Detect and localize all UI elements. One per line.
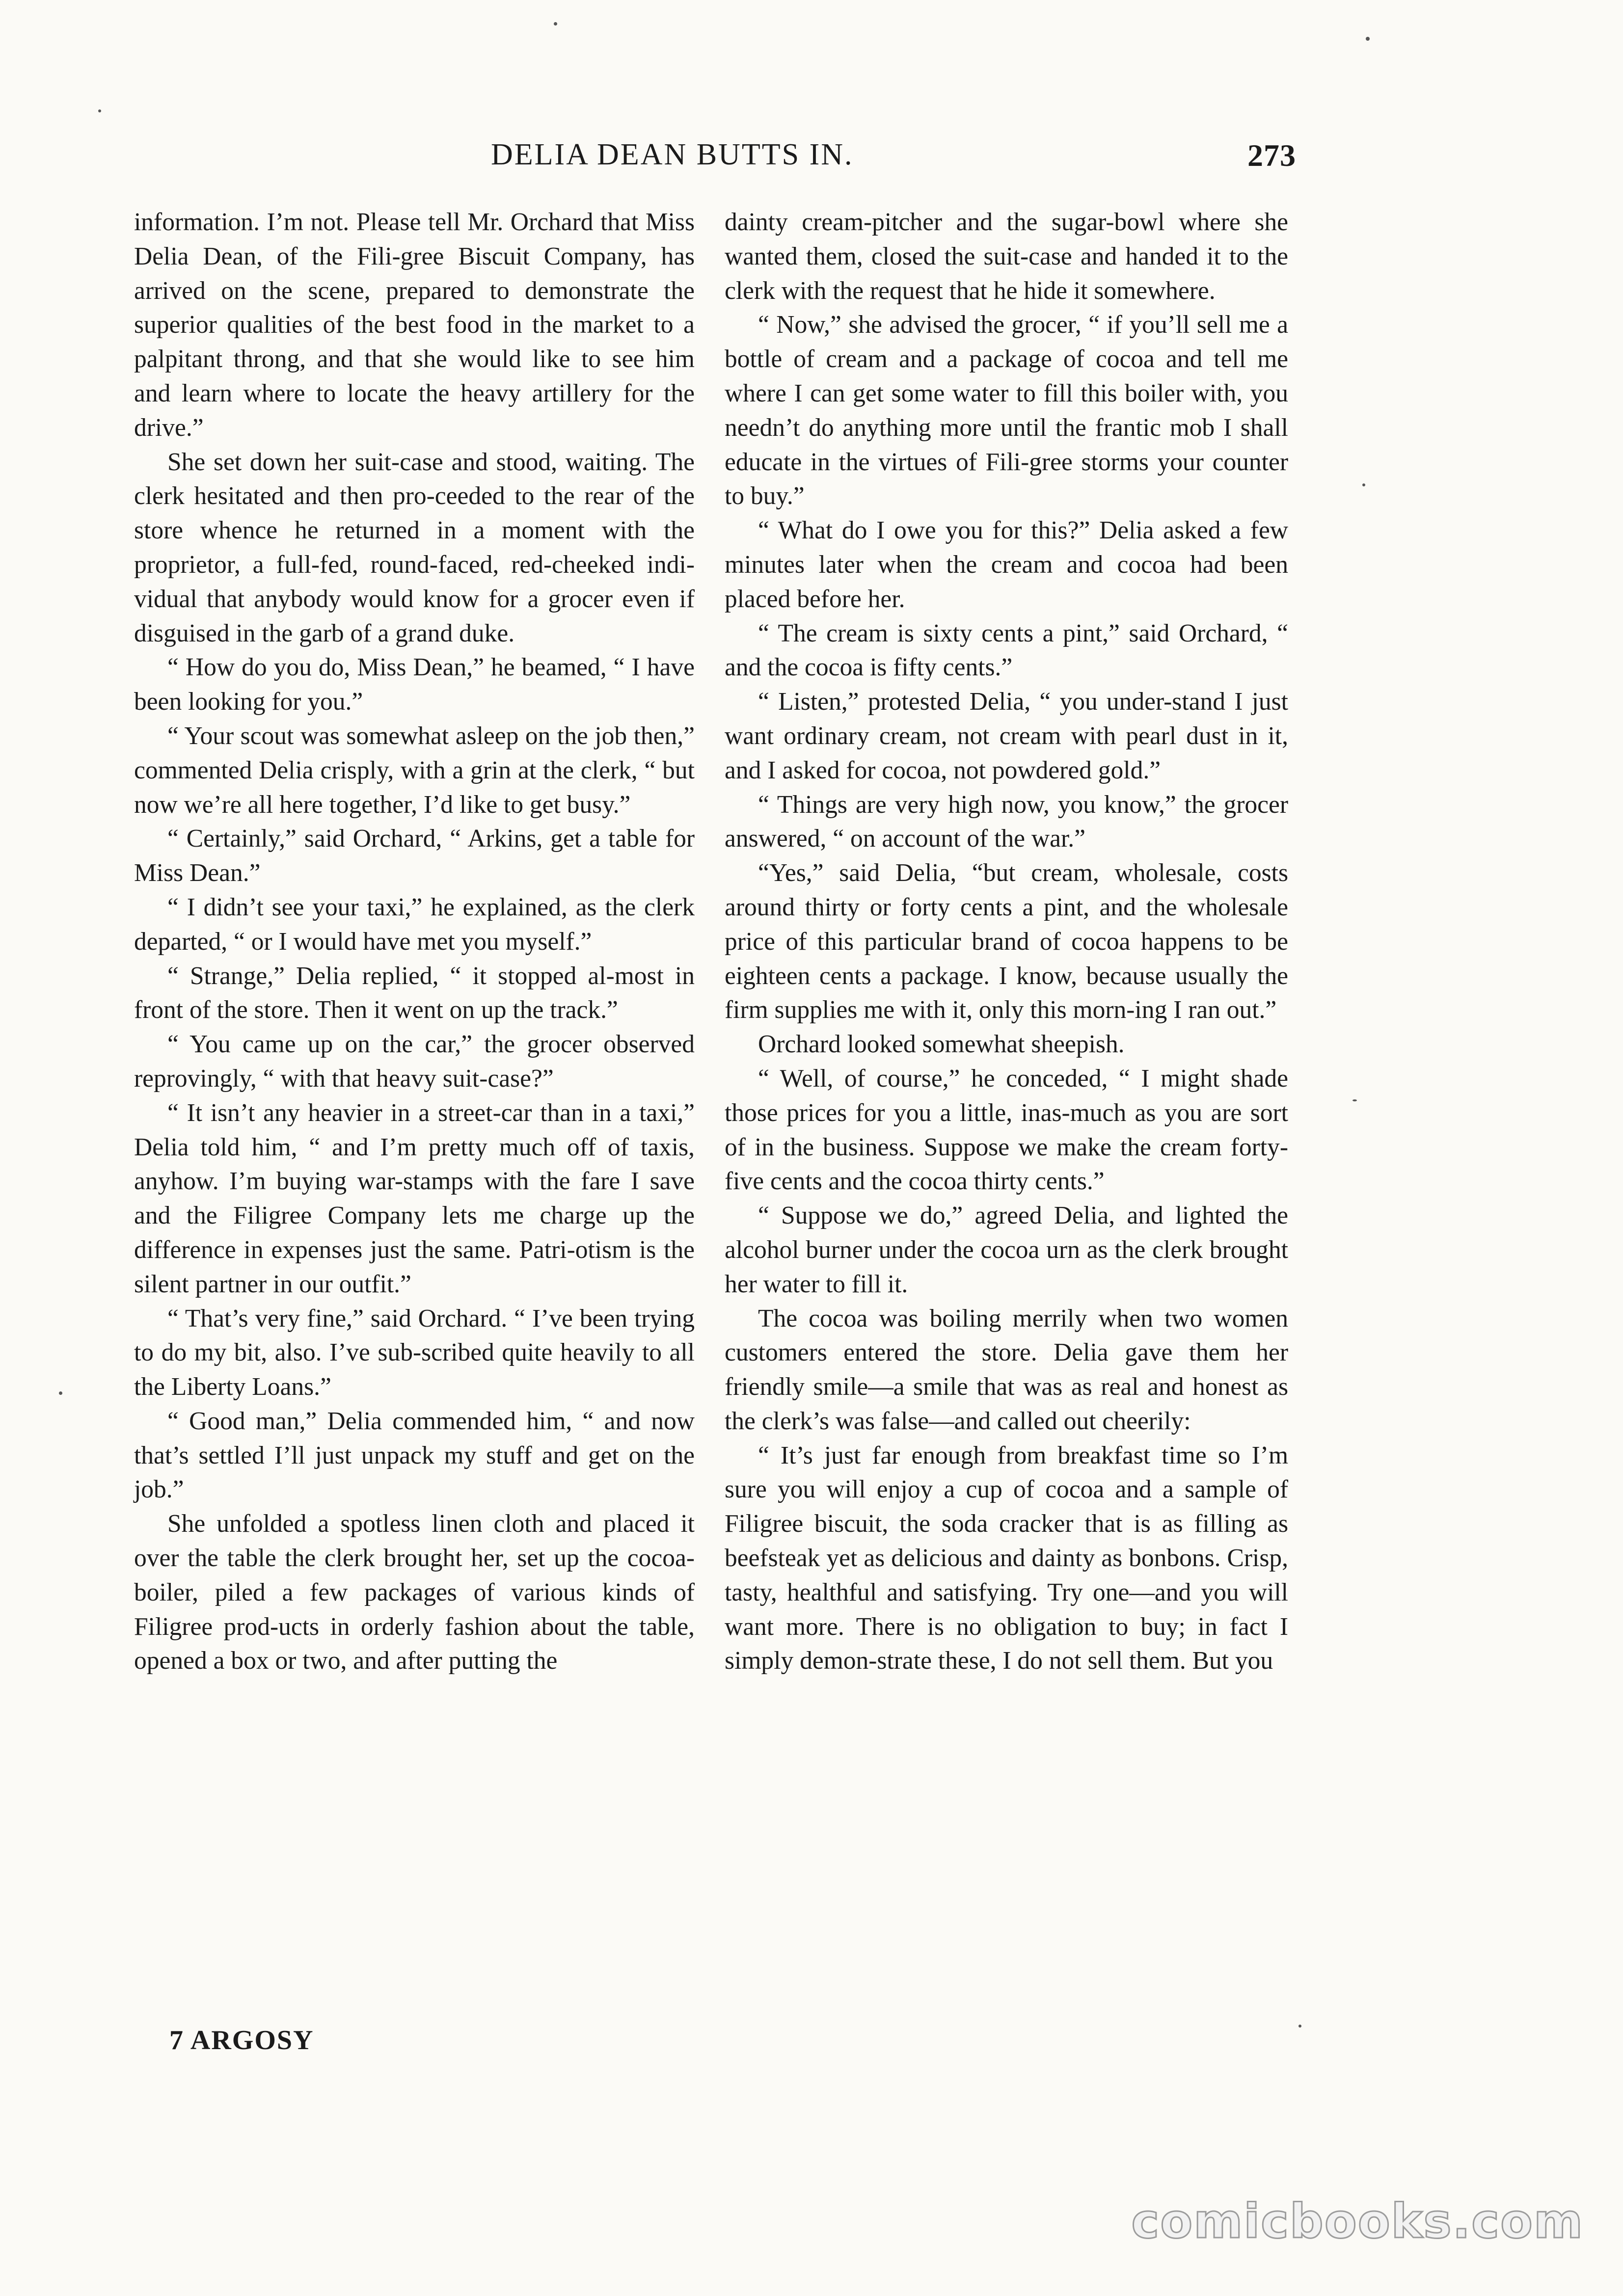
paragraph: information. I’m not. Please tell Mr. Orchard that Miss Delia Dean, of the Fili-gree Biscuit Company, has arrived on the scene, prepared to demonstrate the superior qualities of the best food in the market to a palpitant throng, and that she would like to see him and learn where to locate the heavy artillery for the drive.” <box>134 208 695 442</box>
paragraph: “Yes,” said Delia, “but cream, wholesale, costs around thirty or forty cents a pint, and the wholesale price of this particular brand of cocoa happens to be eighteen cents a package. I know, because usually the firm supplies me with it, only this morn-ing I ran out.” <box>725 859 1288 1024</box>
paragraph: “ I didn’t see your taxi,” he explained, as the clerk departed, “ or I would have met you myself.” <box>134 893 695 956</box>
watermark: comicbooks.com <box>1131 2194 1584 2249</box>
print-speck <box>98 109 101 112</box>
paragraph: “ That’s very fine,” said Orchard. “ I’ve been trying to do my bit, also. I’ve sub-scribed quite heavily to all the Liberty Loans.” <box>134 1304 695 1401</box>
paragraph: “ You came up on the car,” the grocer observed reprovingly, “ with that heavy suit-case?” <box>134 1030 695 1093</box>
paragraph: “ Things are very high now, you know,” the grocer answered, “ on account of the war.” <box>725 790 1288 853</box>
signature-mark: 7 ARGOSY <box>169 2025 314 2056</box>
paragraph: “ How do you do, Miss Dean,” he beamed, “ I have been looking for you.” <box>134 653 695 716</box>
print-speck <box>554 22 557 26</box>
paragraph: “ What do I owe you for this?” Delia asked a few minutes later when the cream and cocoa had been placed before her. <box>725 516 1288 613</box>
paragraph: “ Strange,” Delia replied, “ it stopped al-most in front of the store. Then it went on up the track.” <box>134 961 695 1024</box>
print-speck <box>59 1391 62 1395</box>
paragraph: “ Your scout was somewhat asleep on the job then,” commented Delia crisply, with a grin at the clerk, “ but now we’re all here together, I’d like to get busy.” <box>134 721 695 819</box>
paragraph: “ Now,” she advised the grocer, “ if you’ll sell me a bottle of cream and a package of cocoa and tell me where I can get some water to fill this boiler with, you needn’t do anything more until the frantic mob I shall educate in the virtues of Fili-gree storms your counter to buy.” <box>725 311 1288 510</box>
paragraph: The cocoa was boiling merrily when two women customers entered the store. Delia gave them her friendly smile—a smile that was as real and honest as the clerk’s was false—and called out cheerily: <box>725 1304 1288 1435</box>
paragraph: “ Listen,” protested Delia, “ you under-stand I just want ordinary cream, not cream with pearl dust in it, and I asked for cocoa, not powdered gold.” <box>725 688 1288 784</box>
print-speck <box>1366 37 1370 41</box>
paragraph: “ It isn’t any heavier in a street-car than in a taxi,” Delia told him, “ and I’m pretty much off of taxis, anyhow. I’m buying war-stamps with the fare I save and the Filigree Company lets me charge up the difference in expenses just the same. Patri-otism is the silent partner in our outfit.” <box>134 1098 695 1298</box>
paragraph: “ The cream is sixty cents a pint,” said Orchard, “ and the cocoa is fifty cents.” <box>725 619 1288 682</box>
paragraph: She unfolded a spotless linen cloth and placed it over the table the clerk brought her, set up the cocoa-boiler, piled a few packages of various kinds of Filigree prod-ucts in orderly fashion about the table, opened a box or two, and after putting the <box>134 1510 695 1675</box>
print-speck <box>1352 1099 1357 1101</box>
paragraph: Orchard looked somewhat sheepish. <box>758 1030 1125 1059</box>
paragraph: “ Certainly,” said Orchard, “ Arkins, get a table for Miss Dean.” <box>134 825 695 887</box>
left-column <box>134 205 695 1678</box>
page-header <box>491 137 1296 177</box>
print-speck <box>1362 483 1365 486</box>
paragraph: She set down her suit-case and stood, waiting. The clerk hesitated and then pro-ceeded to the rear of the store whence he returned in a moment with the proprietor, a full-fed, round-faced, red-cheeked indi-vidual that anybody would know for a grocer even if disguised in the garb of a grand duke. <box>134 448 695 647</box>
page-number: 273 <box>1247 138 1296 173</box>
running-title: DELIA DEAN BUTTS IN. <box>491 138 854 171</box>
paragraph: dainty cream-pitcher and the sugar-bowl where she wanted them, closed the suit-case and handed it to the clerk with the request that he hide it somewhere. <box>725 208 1288 305</box>
right-column <box>725 205 1288 1678</box>
paragraph: “ Well, of course,” he conceded, “ I might shade those prices for you a little, inas-much as you are sort of in the business. Suppose we make the cream forty-five cents and the cocoa thirty cents.” <box>725 1064 1288 1196</box>
paragraph: “ It’s just far enough from breakfast time so I’m sure you will enjoy a cup of cocoa and a sample of Filigree biscuit, the soda cracker that is as filling as beefsteak yet as delicious and dainty as bonbons. Crisp, tasty, healthful and satisfying. Try one—and you will want more. There is no obligation to buy; in fact I simply demon-strate these, I do not sell them. But you <box>725 1441 1288 1675</box>
paragraph: “ Good man,” Delia commended him, “ and now that’s settled I’ll just unpack my stuff and get on the job.” <box>134 1407 695 1504</box>
print-speck <box>1298 2025 1301 2028</box>
paragraph: “ Suppose we do,” agreed Delia, and lighted the alcohol burner under the cocoa urn as the clerk brought her water to fill it. <box>725 1201 1288 1298</box>
